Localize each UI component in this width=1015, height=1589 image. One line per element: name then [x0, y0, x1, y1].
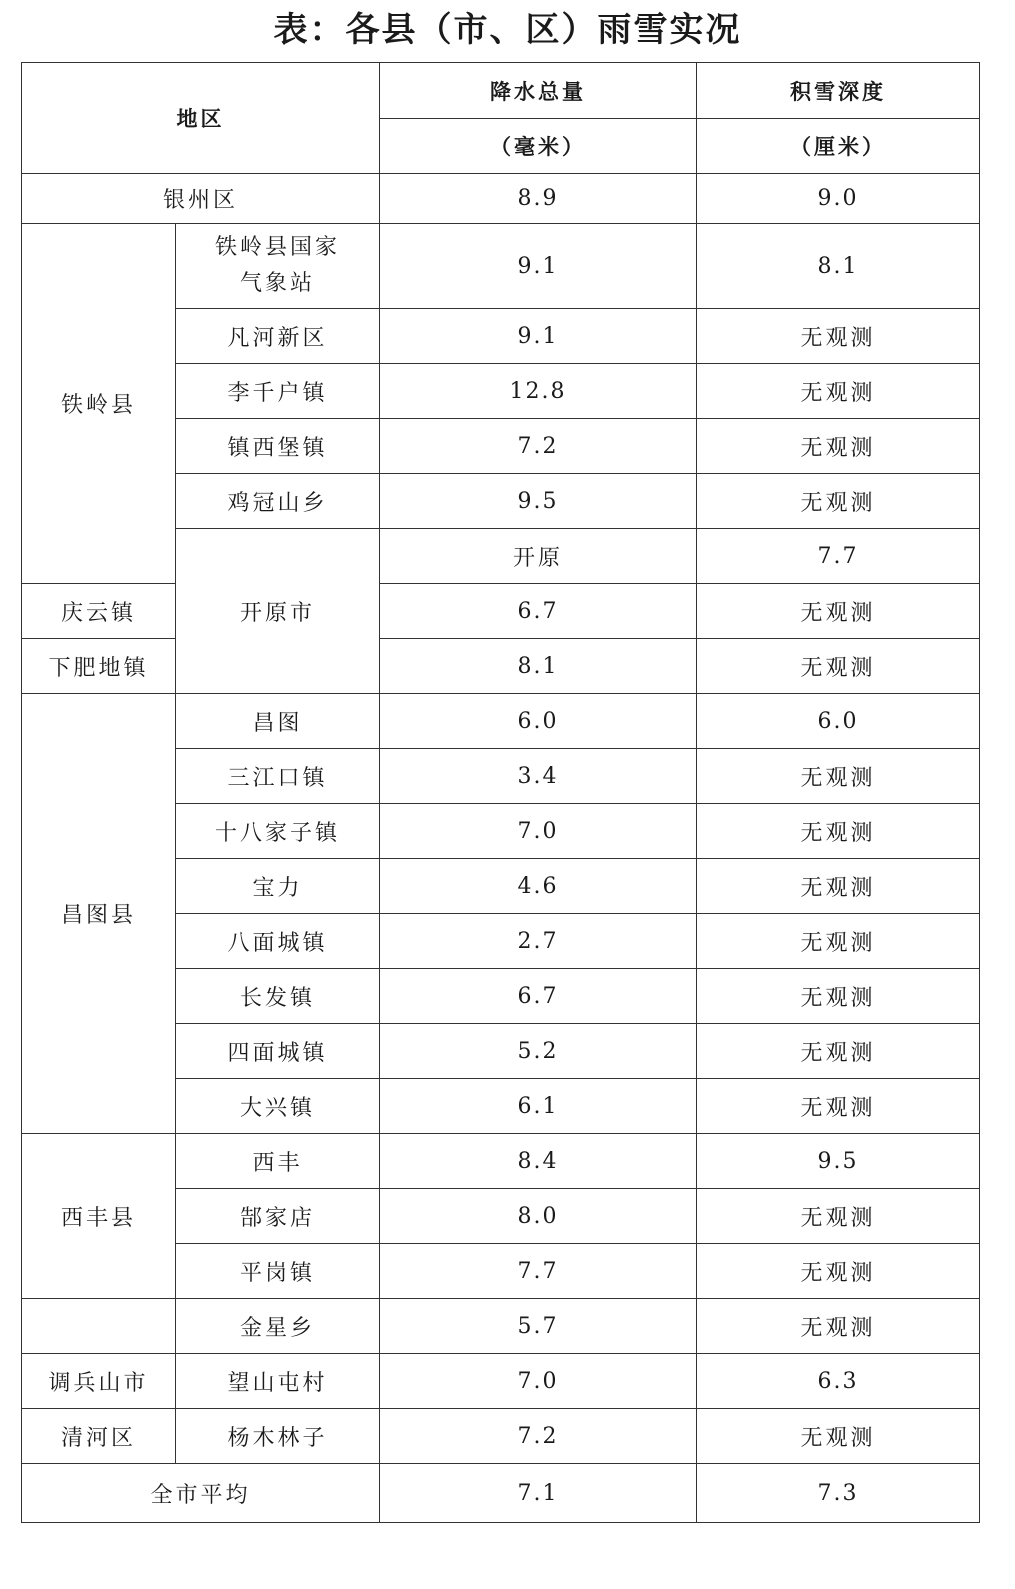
- station-cell: 大兴镇: [176, 1079, 380, 1134]
- station-line-2: 气象站: [239, 271, 315, 296]
- table-row: [22, 584, 980, 639]
- county-cell: 调兵山市: [22, 1354, 176, 1409]
- station-cell: 长发镇: [176, 969, 380, 1024]
- header-snow: 积雪深度: [697, 63, 980, 119]
- precip-cell: 9.1: [380, 224, 697, 309]
- header-snow-unit: （厘米）: [697, 119, 980, 174]
- station-cell: 金星乡: [176, 1299, 380, 1354]
- snow-cell: 无观测: [697, 364, 980, 419]
- precip-cell: 7.0: [380, 1354, 697, 1409]
- snow-cell: 9.0: [697, 174, 980, 224]
- snow-cell: 8.1: [697, 224, 980, 309]
- snow-cell: 无观测: [697, 914, 980, 969]
- header-region: 地区: [22, 63, 380, 174]
- precip-cell: 7.7: [697, 529, 980, 584]
- precip-cell: 7.0: [380, 804, 697, 859]
- precip-cell: 6.1: [380, 1079, 697, 1134]
- snow-cell: 无观测: [697, 474, 980, 529]
- station-cell: 四面城镇: [176, 1024, 380, 1079]
- station-cell: 三江口镇: [176, 749, 380, 804]
- county-cell: [22, 1299, 176, 1354]
- table-row: [22, 224, 980, 309]
- station-cell: 镇西堡镇: [176, 419, 380, 474]
- snow-cell: 9.5: [697, 1134, 980, 1189]
- precip-cell: 7.2: [380, 1409, 697, 1464]
- snow-cell: 无观测: [697, 749, 980, 804]
- snow-cell: 无观测: [697, 1189, 980, 1244]
- station-cell: 十八家子镇: [176, 804, 380, 859]
- table-row: [22, 1354, 980, 1409]
- precip-cell: 8.1: [380, 639, 697, 694]
- snow-cell: 无观测: [697, 584, 980, 639]
- county-cell: 昌图县: [22, 694, 176, 1134]
- table-row-average: [22, 1464, 980, 1523]
- weather-table: [21, 62, 980, 1523]
- precip-cell: 7.2: [380, 419, 697, 474]
- table-row: [22, 174, 980, 224]
- precip-cell: 8.9: [380, 174, 697, 224]
- precip-cell: 2.7: [380, 914, 697, 969]
- precip-cell: 8.0: [380, 1189, 697, 1244]
- table-row: [22, 1134, 980, 1189]
- snow-cell: 7.3: [697, 1464, 980, 1523]
- station-cell: 鸡冠山乡: [176, 474, 380, 529]
- county-cell: 铁岭县: [22, 224, 176, 584]
- station-cell: 下肥地镇: [22, 639, 176, 694]
- station-cell: [176, 224, 380, 309]
- station-cell: 西丰: [176, 1134, 380, 1189]
- station-cell: 宝力: [176, 859, 380, 914]
- county-cell: 西丰县: [22, 1134, 176, 1299]
- table-row: [22, 639, 980, 694]
- county-cell: 清河区: [22, 1409, 176, 1464]
- snow-cell: 无观测: [697, 1299, 980, 1354]
- station-cell: 李千户镇: [176, 364, 380, 419]
- snow-cell: 6.3: [697, 1354, 980, 1409]
- header-precip-unit: （毫米）: [380, 119, 697, 174]
- precip-cell: 6.7: [380, 584, 697, 639]
- precip-cell: 8.4: [380, 1134, 697, 1189]
- precip-cell: 5.7: [380, 1299, 697, 1354]
- precip-cell: 12.8: [380, 364, 697, 419]
- station-cell: 庆云镇: [22, 584, 176, 639]
- precip-cell: 6.7: [380, 969, 697, 1024]
- station-cell: 杨木林子: [176, 1409, 380, 1464]
- precip-cell: 7.7: [380, 1244, 697, 1299]
- snow-cell: 无观测: [697, 1024, 980, 1079]
- station-cell: 昌图: [176, 694, 380, 749]
- snow-cell: 无观测: [697, 1244, 980, 1299]
- snow-cell: 无观测: [697, 969, 980, 1024]
- snow-cell: 6.0: [697, 694, 980, 749]
- snow-cell: 无观测: [697, 859, 980, 914]
- snow-cell: 无观测: [697, 804, 980, 859]
- station-cell: 平岗镇: [176, 1244, 380, 1299]
- average-label-cell: 全市平均: [22, 1464, 380, 1523]
- page-title: 表：各县（市、区）雨雪实况: [273, 10, 742, 50]
- station-cell: 郜家店: [176, 1189, 380, 1244]
- station-cell: 八面城镇: [176, 914, 380, 969]
- precip-cell: 9.5: [380, 474, 697, 529]
- county-cell: 银州区: [22, 174, 380, 224]
- snow-cell: 无观测: [697, 419, 980, 474]
- header-precip: 降水总量: [380, 63, 697, 119]
- snow-cell: 无观测: [697, 1079, 980, 1134]
- snow-cell: 无观测: [697, 1409, 980, 1464]
- precip-cell: 7.1: [380, 1464, 697, 1523]
- county-cell: 开原市: [176, 529, 380, 694]
- snow-cell: 无观测: [697, 309, 980, 364]
- station-line-1: 铁岭县国家: [214, 235, 340, 260]
- precip-cell: 5.2: [380, 1024, 697, 1079]
- snow-cell: 无观测: [697, 639, 980, 694]
- precip-cell: 3.4: [380, 749, 697, 804]
- table-row: [22, 1299, 980, 1354]
- table-row: [22, 1409, 980, 1464]
- precip-cell: 9.1: [380, 309, 697, 364]
- precip-cell: 6.0: [380, 694, 697, 749]
- station-cell: 凡河新区: [176, 309, 380, 364]
- station-cell: 望山屯村: [176, 1354, 380, 1409]
- precip-cell: 4.6: [380, 859, 697, 914]
- station-cell: 开原: [380, 529, 697, 584]
- table-row: [22, 694, 980, 749]
